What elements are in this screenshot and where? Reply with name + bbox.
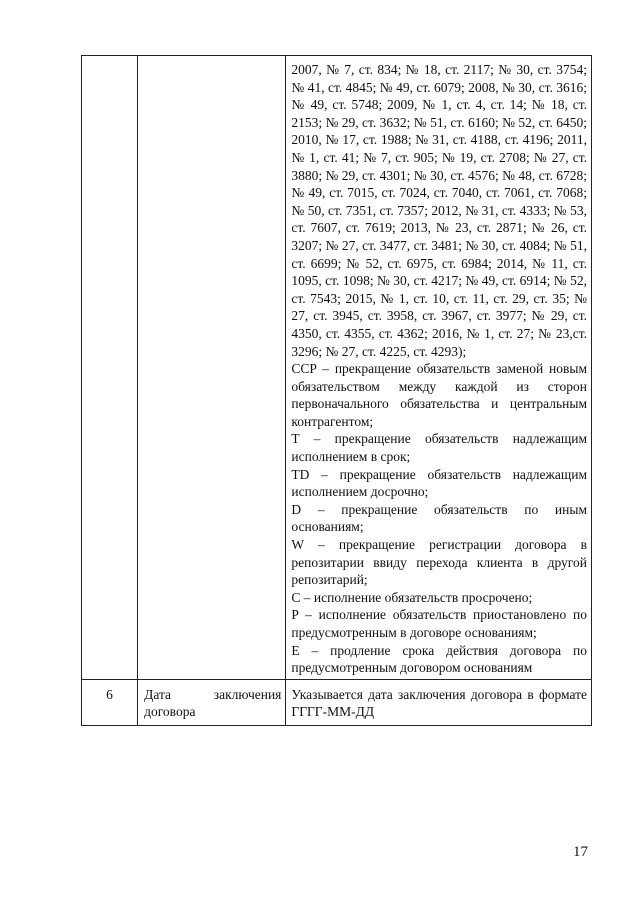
page-number: 17 — [573, 844, 588, 860]
document-table — [81, 55, 592, 726]
field-description: Указывается дата заключения договора в формате ГГГГ-ММ-ДД — [291, 686, 587, 720]
status-code-item: CCP – прекращение обязательств заменой новым обязательством между каждой из сторон первоначального обязательства и центральным контрагентом; — [291, 361, 587, 429]
field-description-cell — [286, 679, 592, 725]
table-row — [82, 679, 592, 725]
status-code-item: W – прекращение регистрации договора в репозитарии ввиду перехода клиента в другой репозитарий; — [291, 537, 587, 588]
status-codes-list — [291, 360, 587, 677]
status-code-item: P – исполнение обязательств приостановлено по предусмотренным в договоре основаниям; — [291, 607, 587, 640]
number-cell-empty — [82, 56, 138, 680]
legal-references-text: 2007, № 7, ст. 834; № 18, ст. 2117; № 30, ст. 3754; № 41, ст. 4845; № 49, ст. 6079; 2008, № 30, ст. 3616; № 49, ст. 5748; 2009, № 1, ст. 4, ст. 14; № 18, ст. 2153; № 29, ст. 3632; № 51, ст. 6160; № 52, ст. 6450; 2010, № 17, ст. 1988; № 31, ст. 4188, ст. 4196; 2011, № 1, ст. 41; № 7, ст. 905; № 19, ст. 2708; № 27, ст. 3880; № 29, ст. 4301; № 30, ст. 4576; № 48, ст. 6728; № 49, ст. 7015, ст. 7024, ст. 7040, ст. 7061, ст. 7068; № 50, ст. 7351, ст. 7357; 2012, № 31, ст. 4333; № 53, ст. 7607, ст. 7619; 2013, № 23, ст. 2871; № 26, ст. 3207; № 27, ст. 3477, ст. 3481; № 30, ст. 4084; № 51, ст. 6699; № 52, ст. 6975, ст. 6984; 2014, № 11, ст. 1095, ст. 1098; № 30, ст. 4217; № 49, ст. 6914; № 52, ст. 7543; 2015, № 1, ст. 10, ст. 11, ст. 29, ст. 35; № 27, ст. 3945, ст. 3958, ст. 3967, ст. 3977; № 29, ст. 4350, ст. 4355, ст. 4362; 2016, № 1, ст. 27; № 23,ст. 3296; № 27, ст. 4225, ст. 4293); — [291, 62, 587, 359]
description-cell-continuation — [286, 56, 592, 680]
status-code-item: D – прекращение обязательств по иным основаниям; — [291, 501, 587, 535]
status-code-item: E – продление срока действия договора по предусмотренным договором основаниям — [291, 642, 587, 676]
table-row-continuation — [82, 56, 592, 680]
status-code-item: TD – прекращение обязательств надлежащим исполнением досрочно; — [291, 466, 587, 500]
row-number-cell — [82, 679, 138, 725]
status-code-item: C – исполнение обязательств просрочено; — [291, 589, 533, 605]
row-number: 6 — [106, 686, 113, 702]
field-name-cell — [138, 679, 286, 725]
field-name: Дата заключения договора — [144, 686, 282, 720]
status-code-item: T – прекращение обязательств надлежащим исполнением в срок; — [291, 431, 587, 465]
continuation-block — [286, 56, 591, 679]
field-cell-empty — [138, 56, 286, 680]
